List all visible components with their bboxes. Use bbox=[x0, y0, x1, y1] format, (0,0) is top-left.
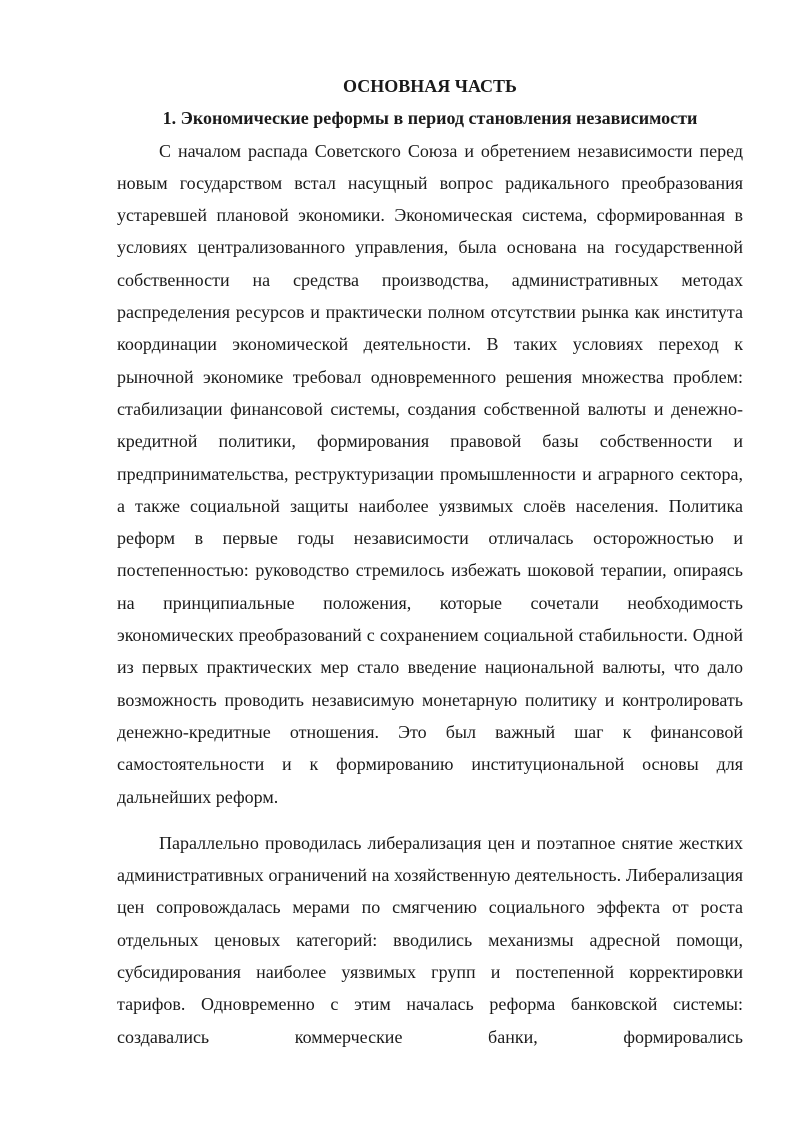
page-title: ОСНОВНАЯ ЧАСТЬ bbox=[343, 76, 517, 96]
section-heading: 1. Экономические реформы в период становления независимости bbox=[162, 108, 698, 129]
paragraph-2: Параллельно проводилась либерализация цен и поэтапное снятие жестких административных ограничений на хозяйственную деятельность. Либерализация цен сопровождалась мерами по смягчению социального эффекта от роста отдельных ценовых категорий: вводились механизмы адресной помощи, субсидирования наиболее уязвимых групп и постепенной корректировки тарифов. Одновременно с этим началась реформа банковской системы: создавались коммерческие банки, формировались bbox=[117, 832, 743, 1047]
document-page bbox=[117, 70, 743, 1053]
paragraph-1: С началом распада Советского Союза и обретением независимости перед новым государством встал насущный вопрос радикального преобразования устаревшей плановой экономики. Экономическая система, сформированная в условиях централизованного управления, была основана на государственной собственности на средства производства, административных методах распределения ресурсов и практически полном отсутствии рынка как института координации экономической деятельности. В таких условиях переход к рыночной экономике требовал одновременного решения множества проблем: стабилизации финансовой системы, создания собственной валюты и денежно-кредитной политики, формирования правовой базы собственности и предпринимательства, реструктуризации промышленности и аграрного сектора, а также социальной защиты наиболее уязвимых слоёв населения. Политика реформ в первые годы независимости отличалась осторожностью и постепенностью: руководство стремилось избежать шоковой терапии, опираясь на принципиальные положения, которые сочетали необходимость экономических преобразований с сохранением социальной стабильности. Одной из первых практических мер стало введение национальной валюты, что дало возможность проводить независимую монетарную политику и контролировать денежно-кредитные отношения. Это был важный шаг к финансовой самостоятельности и к формированию институциональной основы для дальнейших реформ. bbox=[117, 140, 743, 807]
